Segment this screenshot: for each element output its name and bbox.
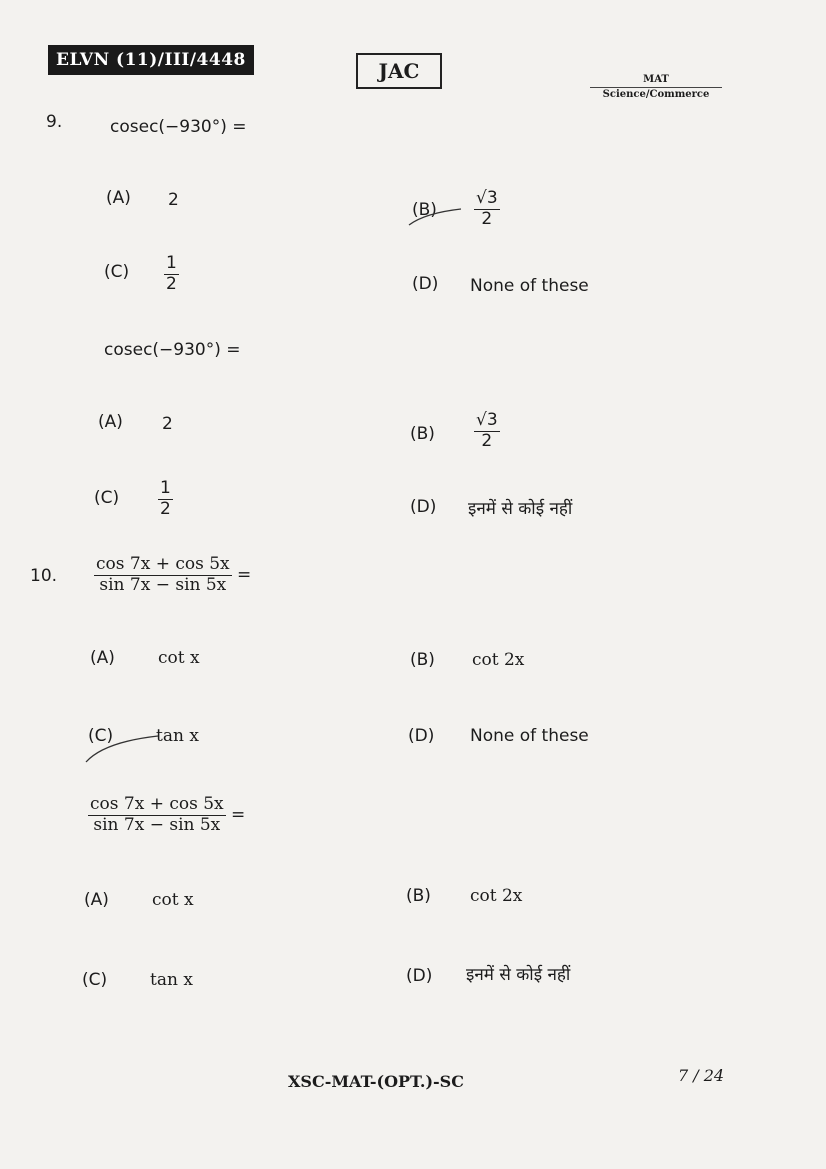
q9-en-option-c-value bbox=[164, 255, 179, 294]
q9-en-option-d-text: None of these bbox=[470, 276, 589, 296]
q10-en-option-a-label: (A) bbox=[90, 648, 115, 668]
q9-en-option-b-value bbox=[474, 190, 500, 229]
q9-hi-b-denominator: 2 bbox=[481, 430, 493, 451]
q9-hi-option-c-value bbox=[158, 480, 173, 519]
q10-hi-stem-equals: = bbox=[231, 804, 246, 825]
pen-mark-q9-b bbox=[405, 205, 465, 229]
q10-hi-option-b-text: cot 2x bbox=[470, 886, 523, 906]
q9-hi-option-c-label: (C) bbox=[94, 488, 120, 508]
q9-hi-b-numerator: √3 bbox=[476, 410, 498, 430]
q9-hi-option-d-text: इनमें से कोई नहीं bbox=[468, 499, 573, 519]
q9-hi-option-a-text: 2 bbox=[162, 414, 173, 434]
q9-en-b-denominator: 2 bbox=[481, 208, 493, 229]
q9-en-option-a-text: 2 bbox=[168, 190, 179, 210]
q10-en-option-b-label: (B) bbox=[410, 650, 435, 670]
stream-label: Science/Commerce bbox=[602, 89, 710, 100]
question-9-stem-hi: cosec(−930°) = bbox=[104, 340, 241, 360]
subject-block bbox=[590, 74, 722, 101]
pen-mark-q10-c bbox=[84, 728, 164, 764]
subject-label: MAT bbox=[643, 74, 669, 85]
subject-divider bbox=[590, 87, 722, 88]
q10-en-option-c-text: tan x bbox=[156, 726, 199, 746]
q9-hi-option-b-value bbox=[474, 412, 500, 451]
q9-hi-option-b-label: (B) bbox=[410, 424, 435, 444]
q10-hi-option-c-text: tan x bbox=[150, 970, 193, 990]
question-9-stem-en: cosec(−930°) = bbox=[110, 117, 247, 137]
q9-en-option-b-label: (B) bbox=[412, 200, 437, 220]
q10-hi-stem-denominator: sin 7x − sin 5x bbox=[93, 814, 221, 835]
page-number: 7 / 24 bbox=[678, 1066, 725, 1085]
question-10-number: 10. bbox=[30, 566, 58, 586]
q9-hi-option-d-label: (D) bbox=[410, 497, 437, 517]
q10-hi-stem-numerator: cos 7x + cos 5x bbox=[90, 794, 224, 814]
question-10-stem-hi bbox=[88, 796, 245, 835]
q10-en-stem-numerator: cos 7x + cos 5x bbox=[96, 554, 230, 574]
q10-hi-option-d-text: इनमें से कोई नहीं bbox=[466, 965, 571, 985]
q9-hi-c-numerator: 1 bbox=[160, 478, 171, 498]
q9-en-c-numerator: 1 bbox=[166, 253, 177, 273]
q9-en-option-a-label: (A) bbox=[106, 188, 131, 208]
board-name: JAC bbox=[356, 53, 442, 89]
q10-en-option-d-label: (D) bbox=[408, 726, 435, 746]
q9-en-option-d-label: (D) bbox=[412, 274, 439, 294]
q10-hi-option-a-label: (A) bbox=[84, 890, 109, 910]
q10-hi-option-d-label: (D) bbox=[406, 966, 433, 986]
paper-code: ELVN (11)/III/4448 bbox=[48, 45, 254, 75]
q10-hi-option-b-label: (B) bbox=[406, 886, 431, 906]
q9-en-c-denominator: 2 bbox=[166, 273, 177, 294]
footer-code: XSC-MAT-(OPT.)-SC bbox=[288, 1072, 464, 1091]
q9-hi-option-a-label: (A) bbox=[98, 412, 123, 432]
q10-en-option-b-text: cot 2x bbox=[472, 650, 525, 670]
q10-en-option-a-text: cot x bbox=[158, 648, 200, 668]
q9-hi-c-denominator: 2 bbox=[160, 498, 171, 519]
question-9-number: 9. bbox=[46, 112, 63, 132]
q10-en-stem-denominator: sin 7x − sin 5x bbox=[99, 574, 227, 595]
q10-en-stem-equals: = bbox=[237, 564, 252, 585]
q10-hi-option-c-label: (C) bbox=[82, 970, 108, 990]
q9-en-option-c-label: (C) bbox=[104, 262, 130, 282]
q10-hi-option-a-text: cot x bbox=[152, 890, 194, 910]
q10-en-option-d-text: None of these bbox=[470, 726, 589, 746]
question-10-stem-en bbox=[94, 556, 251, 595]
q9-en-b-numerator: √3 bbox=[476, 188, 498, 208]
q10-en-option-c-label: (C) bbox=[88, 726, 114, 746]
